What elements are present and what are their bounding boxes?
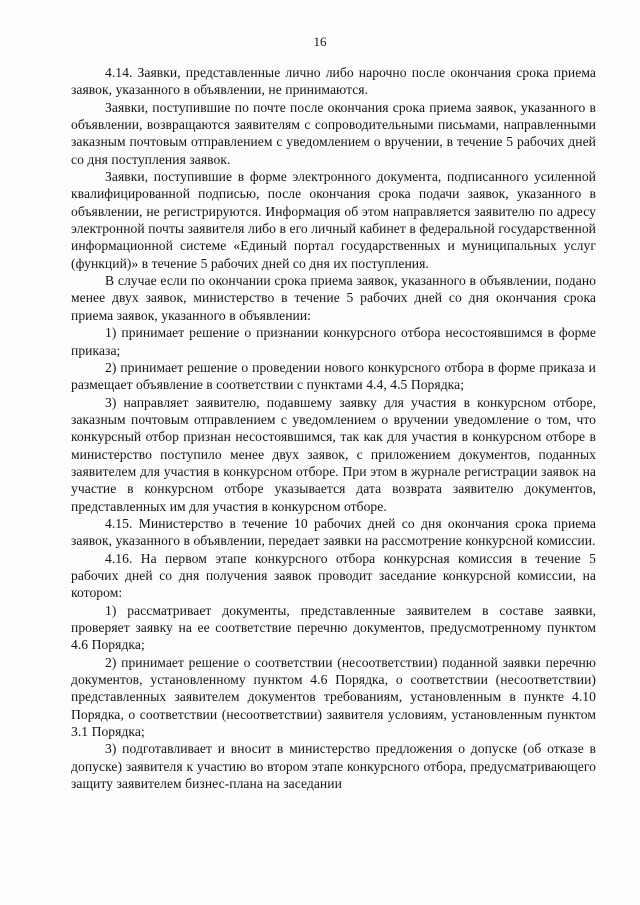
paragraph: 4.15. Министерство в течение 10 рабочих дней со дня окончания срока приема заявок, указанного в объявлении, передает заявки на рассмотрение конкурсной комиссии.	[71, 515, 596, 549]
document-body	[71, 64, 596, 792]
paragraph: 2) принимает решение о проведении нового конкурсного отбора в форме приказа и размещает объявление в соответствии с пунктами 4.4, 4.5 Порядка;	[71, 359, 596, 393]
paragraph: 1) принимает решение о признании конкурсного отбора несостоявшимся в форме приказа;	[71, 325, 596, 358]
paragraph: Заявки, поступившие в форме электронного документа, подписанного усиленной квалифицированной подписью, после окончания срока подачи заявок, указанного в объявлении, не регистрируются. Информация об этом направляется заявителю по адресу электронной почты заявителя либо в его личный кабинет в федеральной государственной информационной системе «Единый портал государственных и муниципальных услуг (функций)» в течение 5 рабочих дней со дня их поступления.	[71, 169, 596, 271]
page-number: 16	[313, 34, 327, 49]
paragraph: 4.16. На первом этапе конкурсного отбора конкурсная комиссия в течение 5 рабочих дней со дня получения заявок проводит заседание конкурсной комиссии, на котором:	[71, 550, 596, 601]
paragraph: 3) подготавливает и вносит в министерство предложения о допуске (об отказе в допуске) заявителя к участию во втором этапе конкурсного отбора, предусматривающего защиту заявителем бизнес-плана на заседании	[71, 741, 596, 792]
paragraph: 2) принимает решение о соответствии (несоответствии) поданной заявки перечню документов, установленному пунктом 4.6 Порядка, о соответствии (несоответствии) представленных заявителем документов требованиям, установленным в пункте 4.10 Порядка, о соответствии (несоответствии) заявителя условиям, установленным пунктом 3.1 Порядка;	[71, 654, 596, 740]
paragraph: Заявки, поступившие по почте после окончания срока приема заявок, указанного в объявлении, возвращаются заявителям с сопроводительными письмами, направленными заказным почтовым отправлением с уведомлением о вручении, в течение 5 рабочих дней со дня поступления заявок.	[71, 99, 596, 167]
paragraph: 1) рассматривает документы, представленные заявителем в составе заявки, проверяет заявку на ее соответствие перечню документов, предусмотренному пунктом 4.6 Порядка;	[71, 602, 596, 653]
paragraph: 3) направляет заявителю, подавшему заявку для участия в конкурсном отборе, заказным почтовым отправлением с уведомлением о вручении уведомление о том, что конкурсный отбор признан несостоявшимся, так как для участия в конкурсном отборе в министерство поступило менее двух заявок, с приложением документов, поданных заявителем для участия в конкурсном отборе. При этом в журнале регистрации заявок на участие в конкурсном отборе указывается дата возврата заявителю документов, представленных им для участия в конкурсном отборе.	[71, 394, 596, 514]
paragraph: В случае если по окончании срока приема заявок, указанного в объявлении, подано менее двух заявок, министерство в течение 5 рабочих дней со дня окончания срока приема заявок, указанного в объявлении:	[71, 273, 596, 323]
paragraph: 4.14. Заявки, представленные лично либо нарочно после окончания срока приема заявок, указанного в объявлении, не принимаются.	[71, 65, 596, 98]
